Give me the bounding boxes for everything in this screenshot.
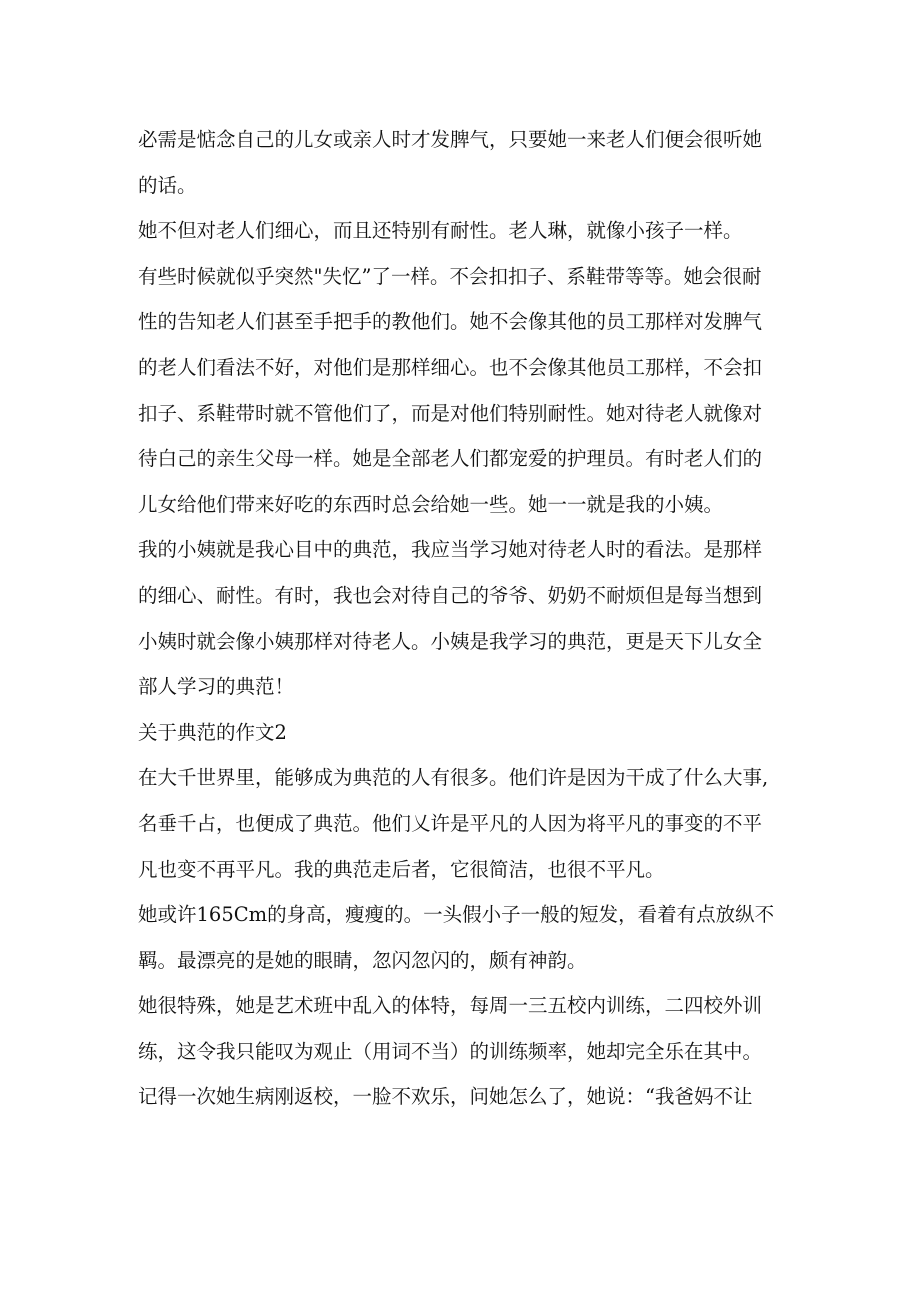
text-line: 我的小姨就是我心目中的典范，我应当学习她对待老人时的看法。是那样	[138, 538, 763, 562]
text-line: 凡也变不再平凡。我的典范走后者，它很简洁，也很不平凡。	[138, 857, 665, 881]
text-line: 练，这令我只能叹为观止（用词不当）的训练频率，她却完全乐在其中。	[138, 1039, 763, 1063]
text-line: 有些时候就似乎突然"失忆”了一样。不会扣扣子、系鞋带等等。她会很耐	[138, 264, 762, 288]
text-line: 性的告知老人们甚至手把手的教他们。她不会像其他的员工那样对发脾气	[138, 310, 763, 334]
text-line: 部人学习的典范！	[138, 675, 295, 699]
text-line: 待白己的亲生父母一样。她是全部老人们都宠爱的护理员。有时老人们的	[138, 447, 763, 471]
text-line: 扣子、系鞋带时就不管他们了，而是对他们特别耐性。她对待老人就像对	[138, 401, 763, 425]
text-line: 的细心、耐性。有时，我也会对待自己的爷爷、奶奶不耐烦但是每当想到	[138, 583, 763, 607]
section-heading: 关于典范的作文2	[138, 720, 287, 744]
text-line: 儿女给他们带来好吃的东西时总会给她一些。她一一就是我的小姨。	[138, 492, 724, 516]
text-line: 记得一次她生病刚返校，一脸不欢乐，问她怎么了，她说：“我爸妈不让	[138, 1085, 753, 1109]
text-line: 她不但对老人们细心，而且还特别有耐性。老人琳，就像小孩子一样。	[138, 219, 743, 243]
text-line: 的话。	[138, 173, 197, 197]
text-line: 羁。最漂亮的是她的眼睛，忽闪忽闪的，颇有神韵。	[138, 948, 587, 972]
text-line: 她很特殊，她是艺术班中乱入的体特，每周一三五校内训练，二四校外训	[138, 994, 763, 1018]
text-line: 的老人们看法不好，对他们是那样细心。也不会像其他员工那样，不会扣	[138, 355, 763, 379]
text-line: 她或许165Cm的身高，瘦瘦的。一头假小子一般的短发，看着有点放纵不	[138, 903, 775, 927]
text-line: 名垂千占，也便成了典范。他们乂许是平凡的人因为将平凡的事变的不平	[138, 811, 763, 835]
text-line: 小姨时就会像小姨那样对待老人。小姨是我学习的典范，更是天下儿女全	[138, 629, 763, 653]
document-body	[138, 117, 798, 1120]
text-line: 在大千世界里，能够成为典范的人有很多。他们许是因为干成了什么大事,	[138, 766, 769, 790]
text-line: 必需是惦念自己的儿女或亲人时才发脾气，只要她一来老人们便会很听她	[138, 128, 763, 151]
